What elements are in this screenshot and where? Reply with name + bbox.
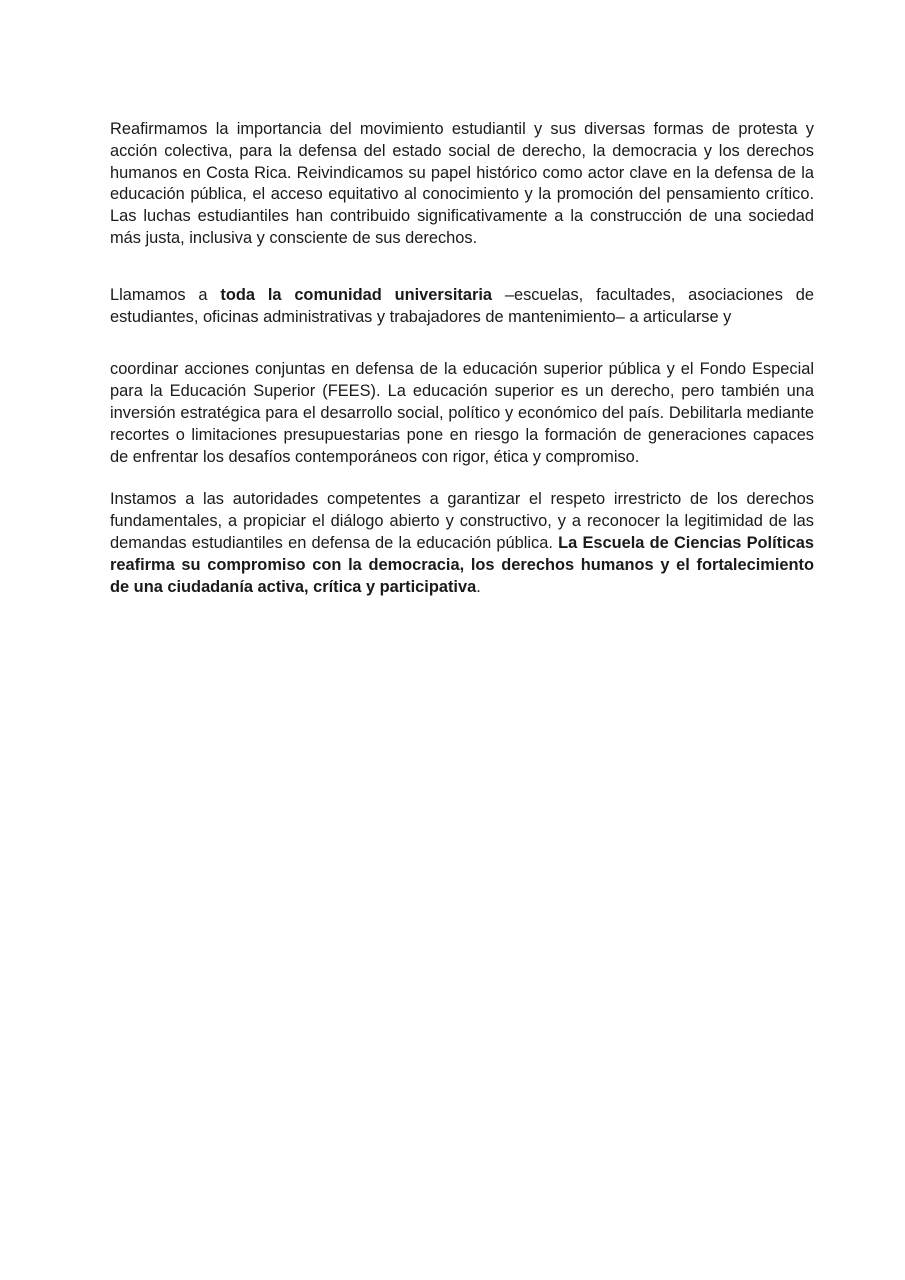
paragraph-fees-defense (110, 359, 814, 468)
paragraph-authorities (110, 489, 814, 598)
paragraph-student-movement (110, 119, 814, 250)
paragraph-text: coordinar acciones conjuntas en defensa de la educación superior pública y el Fondo Especial para la Educación Superior (FEES). La educación superior es un derecho, pero también una inversión estratégica para el desarrollo social, político y económico del país. Debilitarla mediante recortes o limitaciones presupuestarias pone en riesgo la formación de generaciones capaces de enfrentar los desafíos contemporáneos con rigor, ética y compromiso. (110, 360, 814, 466)
paragraph-text-after: . (476, 577, 481, 596)
paragraph-emphasis: La Escuela de Ciencias Políticas reafirma su compromiso con la democracia, los derechos humanos y el fortalecimiento de una ciudadanía activa, crítica y participativa (110, 533, 814, 596)
paragraph-text: Reafirmamos la importancia del movimiento estudiantil y sus diversas formas de protesta y acción colectiva, para la defensa del estado social de derecho, la democracia y los derechos humanos en Costa Rica. Reivindicamos su papel histórico como actor clave en la defensa de la educación pública, el acceso equitativo al conocimiento y la promoción del pensamiento crítico. Las luchas estudiantiles han contribuido significativamente a la construcción de una sociedad más justa, inclusiva y consciente de sus derechos. (110, 120, 814, 247)
document-page (110, 119, 814, 598)
paragraph-emphasis: toda la comunidad universitaria (220, 285, 493, 304)
paragraph-text-before: Instamos a las autoridades competentes a garantizar el respeto irrestricto de los derechos fundamentales, a propiciar el diálogo abierto y constructivo, y a reconocer la legitimidad de las demandas estudiantiles en defensa de la educación pública. (110, 490, 814, 552)
paragraph-text-before: Llamamos a (110, 285, 221, 304)
paragraph-text-after: –escuelas, facultades, asociaciones de estudiantes, oficinas administrativas y trabajadores de mantenimiento– a articularse y (110, 285, 814, 326)
paragraph-call-to-community (110, 285, 814, 329)
